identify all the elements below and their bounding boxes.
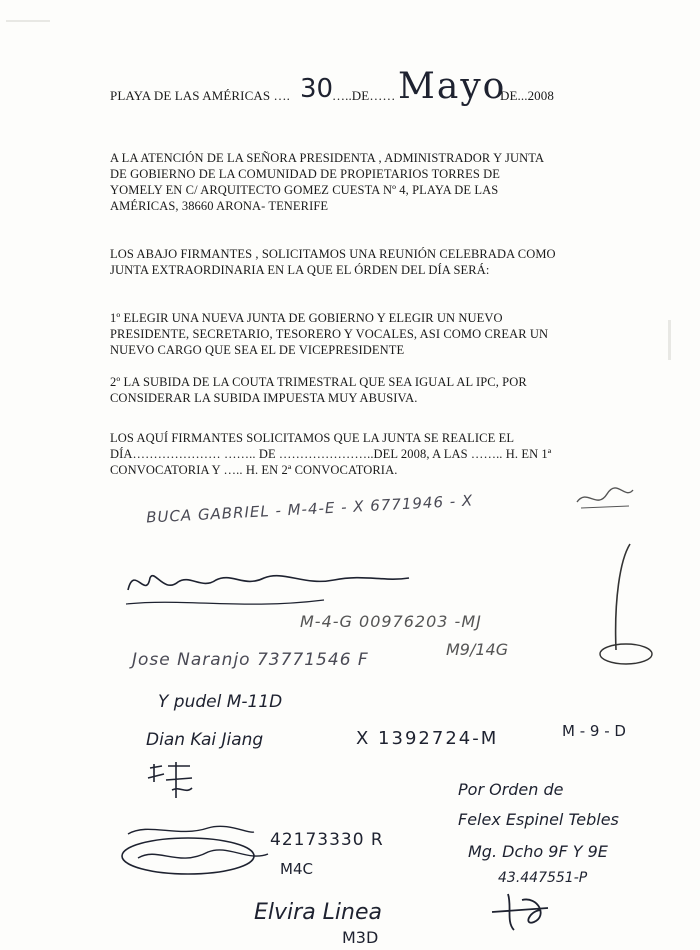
dots-de: …..DE…… [332,88,396,103]
closing-line: LOS AQUÍ FIRMANTES SOLICITAMOS QUE LA JUNTA SE REALICE EL [110,431,515,445]
request-line: JUNTA EXTRAORDINARIA EN LA QUE EL ÓRDEN DEL DÍA SERÁ: [110,263,490,277]
signature-unit-3: M9/14G [446,640,509,659]
request-block [110,246,556,278]
signature-id-5: X 1392724-M [356,728,499,749]
note-line: Mg. Dcho 9F Y 9E [468,842,608,861]
agenda-line: PRESIDENTE, SECRETARIO, TESORERO Y VOCALES, ASI COMO CREAR UN [110,327,549,341]
signature-line-1: BUCA GABRIEL - M-4-E - X 6771946 - X [145,491,474,527]
address-line: A LA ATENCIÓN DE LA SEÑORA PRESIDENTA , ADMINISTRADOR Y JUNTA [110,151,545,165]
agenda-line: NUEVO CARGO QUE SEA EL DE VICEPRESIDENTE [110,343,405,357]
agenda-line: 2º LA SUBIDA DE LA COUTA TRIMESTRAL QUE SEA IGUAL AL IPC, POR [110,375,527,389]
signature-scribble-1 [575,480,635,520]
address-line: DE GOBIERNO DE LA COMUNIDAD DE PROPIETARIOS TORRES DE [110,167,500,181]
signature-line-4: Y pudel M-11D [158,692,283,712]
signature-scribble-7 [118,818,278,882]
agenda-line: 1º ELEGIR UNA NUEVA JUNTA DE GOBIERNO Y ELEGIR UN NUEVO [110,311,503,325]
agenda-item-1 [110,310,548,358]
scan-artifact [668,320,671,360]
address-line: YOMELY EN C/ ARQUITECTO GOMEZ CUESTA Nº 4, PLAYA DE LAS [110,183,499,197]
handwritten-month: Mayo [398,66,507,107]
signature-scribble-6 [146,760,196,802]
signature-id-2: M-4-G 00976203 -MJ [300,612,482,631]
note-line: Por Orden de [458,780,564,799]
agenda-item-2 [110,374,527,406]
signature-unit-8: M3D [342,928,379,947]
note-line: Felex Espinel Tebles [458,810,619,829]
agenda-line: CONSIDERAR LA SUBIDA IMPUESTA MUY ABUSIVA. [110,391,418,405]
date-line [110,88,290,104]
signature-unit-7: M4C [280,860,313,878]
signature-scribble-8 [488,886,588,936]
address-line: AMÉRICAS, 38660 ARONA- TENERIFE [110,199,329,213]
place-name: PLAYA DE LAS AMÉRICAS [110,88,271,103]
signature-id-7: 42173330 R [270,830,384,850]
dots: …. [273,88,290,103]
signature-flourish-2 [590,540,660,670]
closing-line: CONVOCATORIA Y ….. H. EN 2ª CONVOCATORIA. [110,463,398,477]
note-line: 43.447551-P [498,870,588,886]
signature-unit-5: M - 9 - D [562,722,626,740]
signature-line-3: Jose Naranjo 73771546 F [132,650,369,670]
signature-scribble-2 [124,560,414,620]
year-text: DE...2008 [500,88,554,103]
request-line: LOS ABAJO FIRMANTES , SOLICITAMOS UNA REUNIÓN CELEBRADA COMO [110,247,556,261]
handwritten-day: 30 [300,74,334,104]
signature-name-8: Elvira Linea [254,900,382,925]
closing-line: DÍA………………… …….. DE …………………..DEL 2008, A LAS …….. H. EN 1ª [110,447,552,461]
signature-name-5: Dian Kai Jiang [146,730,264,750]
closing-block [110,430,551,478]
scan-artifact [6,20,50,22]
address-block [110,150,544,214]
